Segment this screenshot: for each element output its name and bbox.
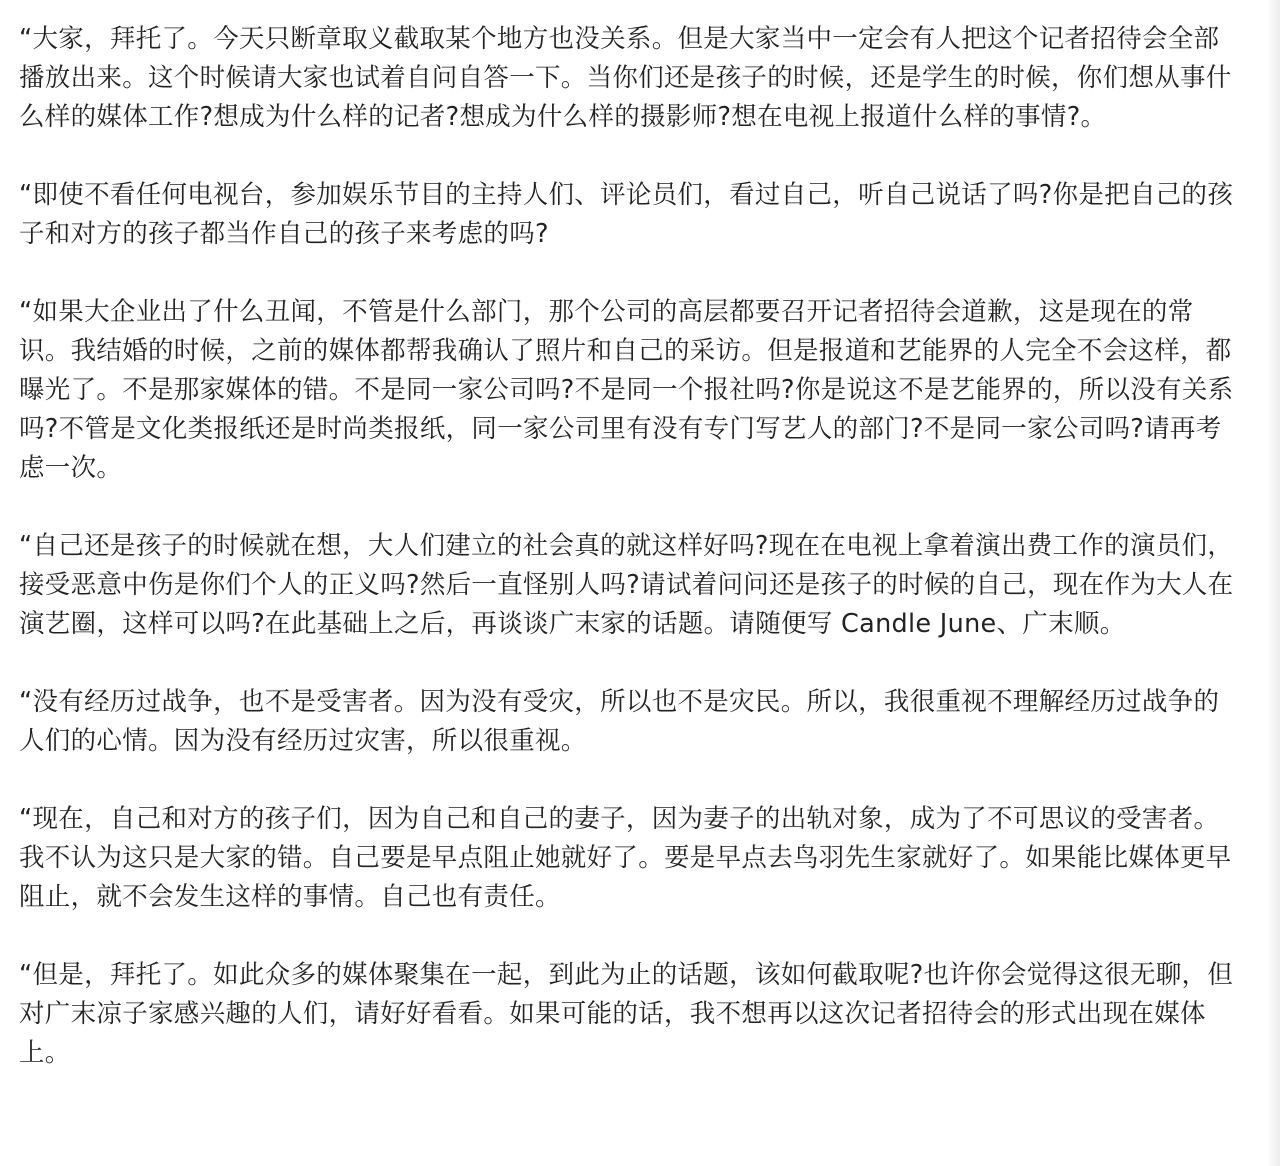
article-body [19, 20, 1237, 1073]
paragraph-2: “即使不看任何电视台，参加娱乐节目的主持人们、评论员们，看过自己，听自己说话了吗?你是把自己的孩子和对方的孩子都当作自己的孩子来考虑的吗? [19, 180, 1234, 249]
paragraph-3: “如果大企业出了什么丑闻，不管是什么部门，那个公司的高层都要召开记者招待会道歉，这是现在的常识。我结婚的时候，之前的媒体都帮我确认了照片和自己的采访。但是报道和艺能界的人完全不会这样，都曝光了。不是那家媒体的错。不是同一家公司吗?不是同一个报社吗?你是说这不是艺能界的，所以没有关系吗?不管是文化类报纸还是时尚类报纸，同一家公司里有没有专门写艺人的部门?不是同一家公司吗?请再考虑一次。 [19, 297, 1234, 483]
scroll-edge-shadow [1266, 0, 1280, 1166]
paragraph-1: “大家，拜托了。今天只断章取义截取某个地方也没关系。但是大家当中一定会有人把这个记者招待会全部播放出来。这个时候请大家也试着自问自答一下。当你们还是孩子的时候，还是学生的时候，你们想从事什么样的媒体工作?想成为什么样的记者?想成为什么样的摄影师?想在电视上报道什么样的事情?。 [19, 24, 1232, 132]
paragraph-7: “但是，拜托了。如此众多的媒体聚集在一起，到此为止的话题，该如何截取呢?也许你会觉得这很无聊，但对广末凉子家感兴趣的人们，请好好看看。如果可能的话，我不想再以这次记者招待会的形式出现在媒体上。 [19, 960, 1234, 1068]
paragraph-5: “没有经历过战争，也不是受害者。因为没有受灾，所以也不是灾民。所以，我很重视不理解经历过战争的人们的心情。因为没有经历过灾害，所以很重视。 [19, 687, 1220, 756]
paragraph-6: “现在，自己和对方的孩子们，因为自己和自己的妻子，因为妻子的出轨对象，成为了不可思议的受害者。我不认为这只是大家的错。自己要是早点阻止她就好了。要是早点去鸟羽先生家就好了。如果能比媒体更早阻止，就不会发生这样的事情。自己也有责任。 [19, 804, 1232, 912]
paragraph-4: “自己还是孩子的时候就在想，大人们建立的社会真的就这样好吗?现在在电视上拿着演出费工作的演员们，接受恶意中伤是你们个人的正义吗?然后一直怪别人吗?请试着问问还是孩子的时候的自己，现在作为大人在演艺圈，这样可以吗?在此基础上之后，再谈谈广末家的话题。请随便写 Candle June、广末顺。 [19, 531, 1234, 639]
